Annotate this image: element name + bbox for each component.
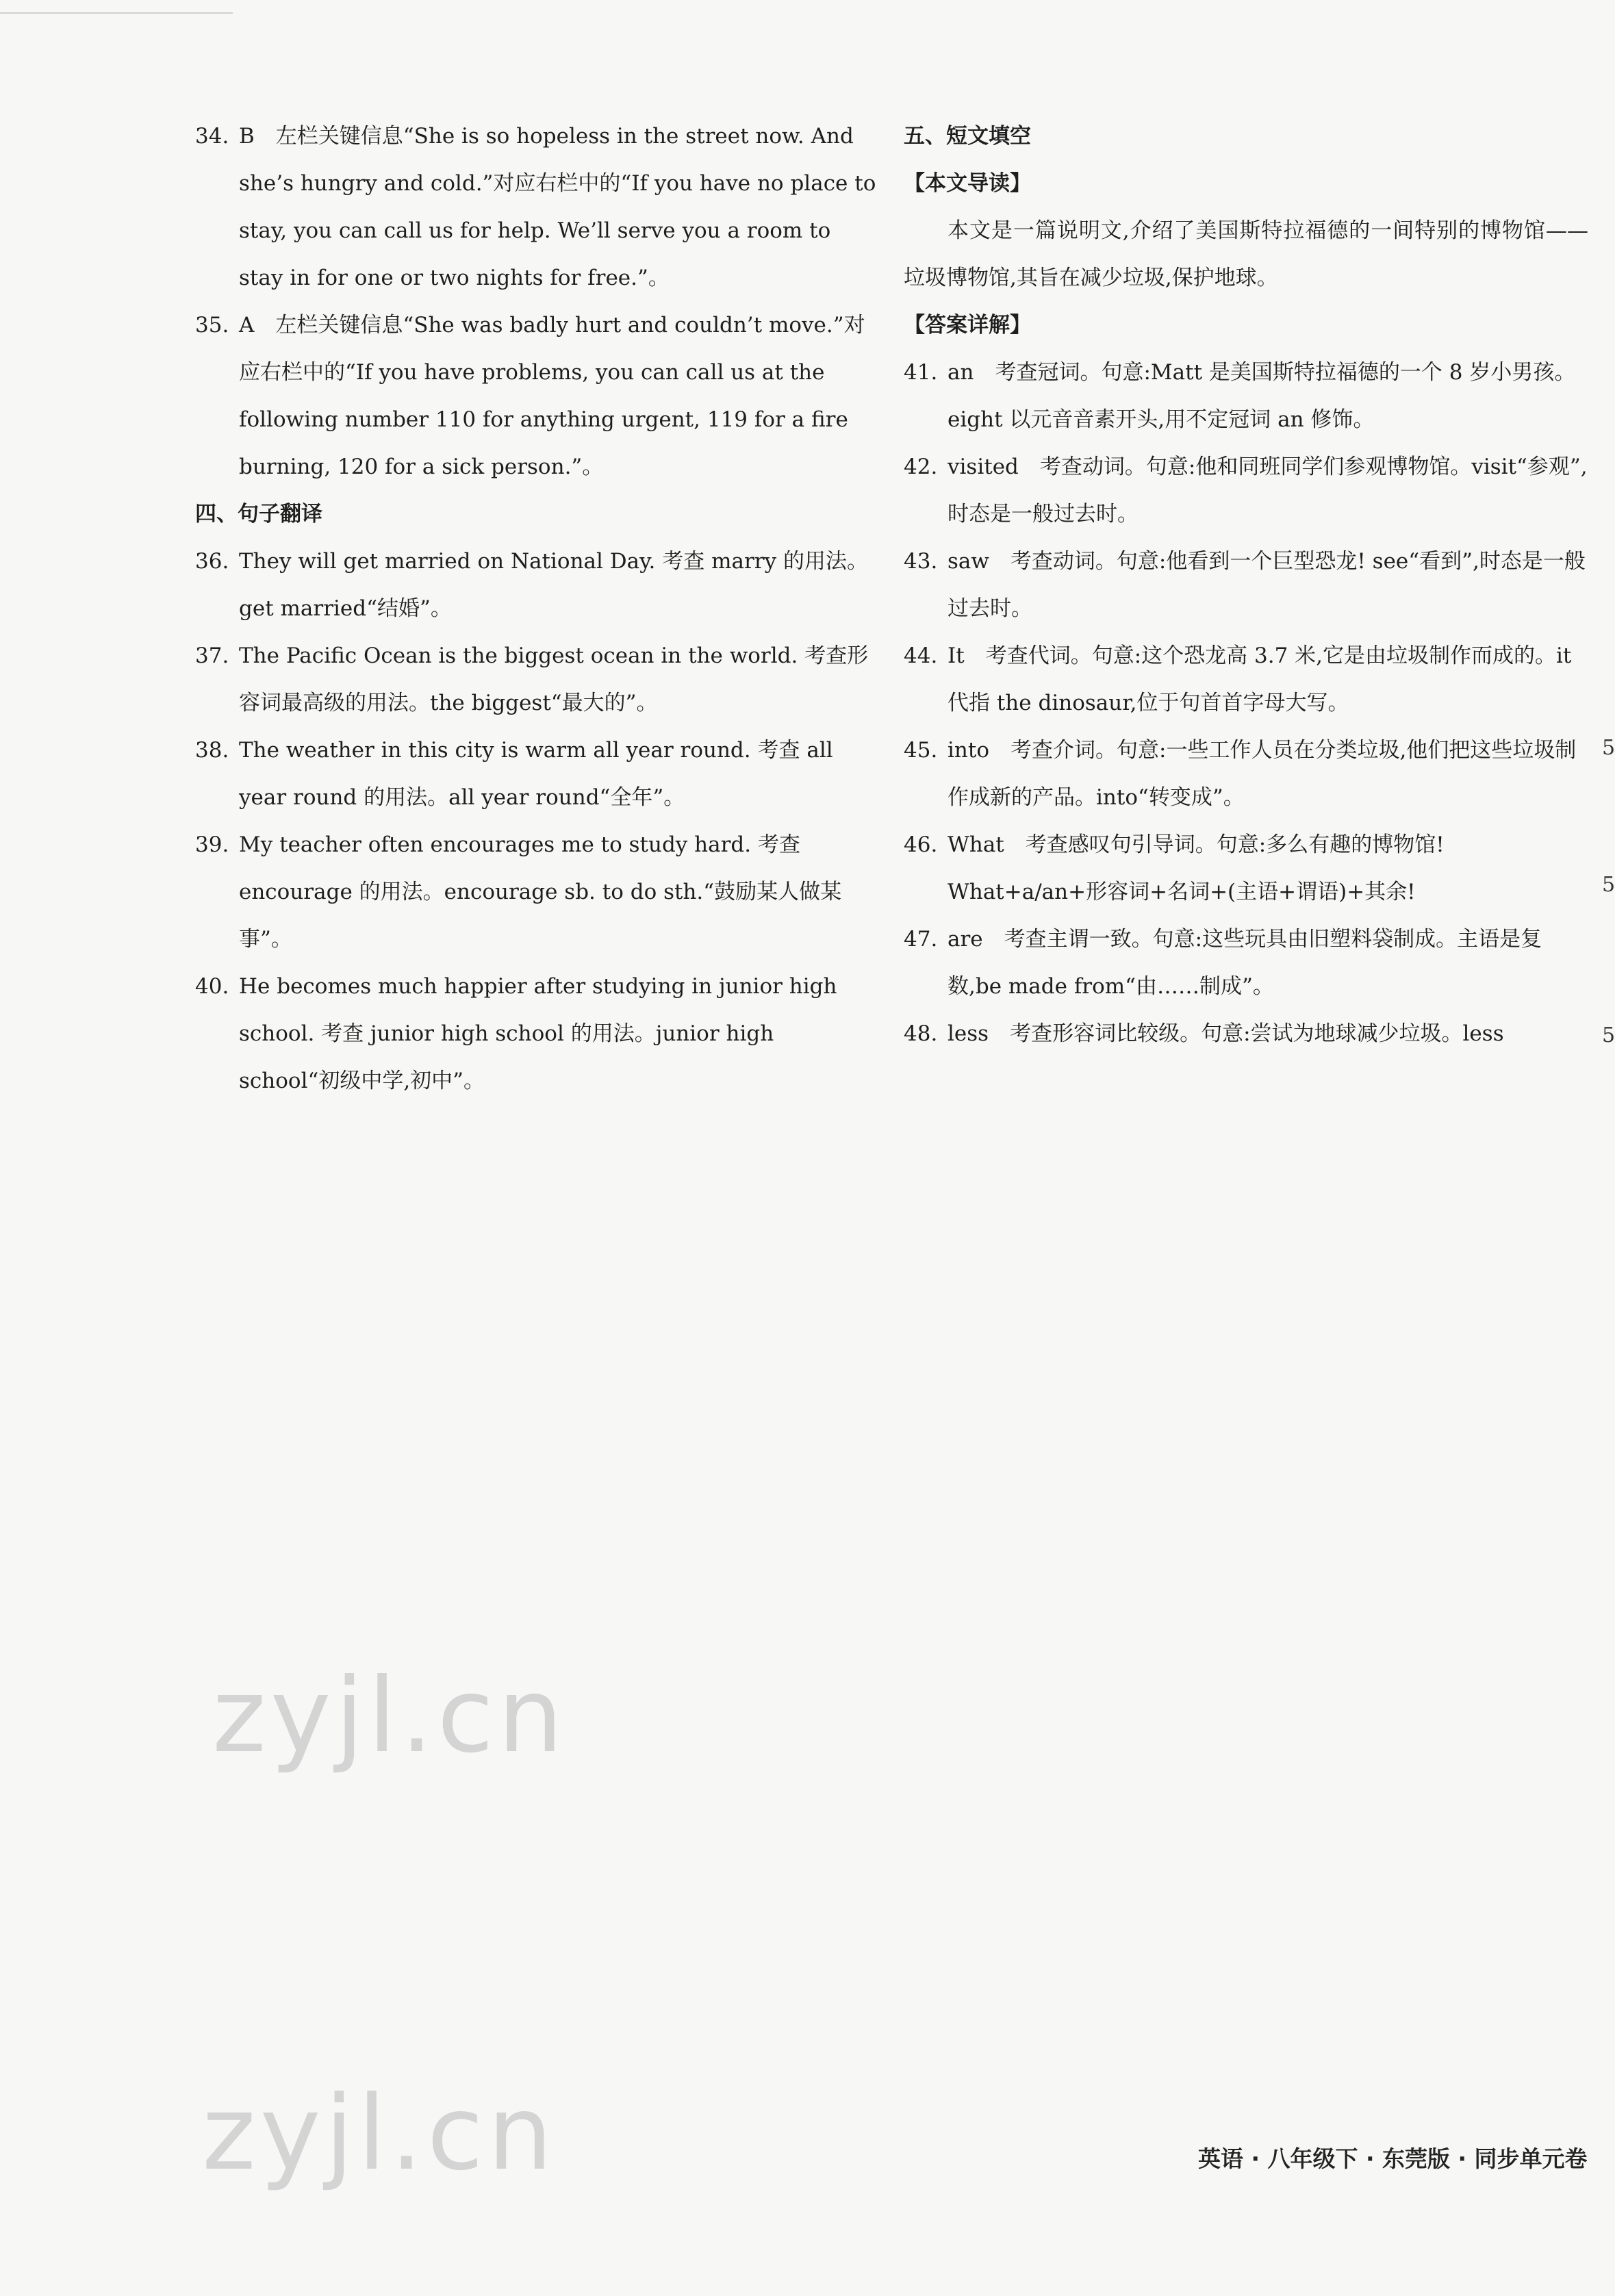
- answer-item: [195, 113, 880, 302]
- question-number: 44.: [904, 643, 938, 668]
- top-rule: [0, 12, 233, 14]
- answer-item: [904, 444, 1588, 538]
- question-number: 48.: [904, 1021, 938, 1046]
- answer-item: [195, 727, 880, 821]
- answer-text: saw 考查动词。句意:他看到一个巨型恐龙! see“看到”,时态是一般过去时。: [948, 549, 1586, 621]
- question-number: 41.: [904, 360, 938, 385]
- answer-text: He becomes much happier after studying in junior high school. 考查 junior high school 的用法。junior high school“初级中学,初中”。: [239, 974, 837, 1093]
- edge-mark: 5: [1602, 873, 1615, 897]
- left-column: [195, 113, 880, 1105]
- answer-text: into 考查介词。句意:一些工作人员在分类垃圾,他们把这些垃圾制作成新的产品。into“转变成”。: [948, 738, 1577, 810]
- question-number: 34.: [195, 124, 229, 149]
- answer-item: [904, 1010, 1588, 1058]
- answer-text: My teacher often encourages me to study hard. 考查 encourage 的用法。encourage sb. to do sth.“鼓励某人做某事”。: [239, 832, 842, 952]
- reading-guide-text: 本文是一篇说明文,介绍了美国斯特拉福德的一间特别的博物馆——垃圾博物馆,其旨在减少垃圾,保护地球。: [904, 218, 1588, 290]
- answer-text: are 考查主谓一致。句意:这些玩具由旧塑料袋制成。主语是复数,be made from“由……制成”。: [948, 927, 1542, 999]
- edge-mark: 5: [1602, 1023, 1615, 1047]
- answer-text: less 考查形容词比较级。句意:尝试为地球减少垃圾。less: [948, 1021, 1504, 1046]
- section-title: 五、短文填空: [904, 124, 1031, 149]
- answer-text: What 考查感叹句引导词。句意:多么有趣的博物馆! What+a/an+形容词+名词+(主语+谓语)+其余!: [948, 832, 1445, 904]
- question-number: 45.: [904, 738, 938, 763]
- question-number: 35.: [195, 313, 229, 337]
- question-number: 36.: [195, 549, 229, 574]
- answer-item: [195, 821, 880, 963]
- answer-item: [195, 302, 880, 491]
- question-number: 43.: [904, 549, 938, 574]
- answer-item: [195, 633, 880, 727]
- question-number: 40.: [195, 974, 229, 999]
- answer-item: [195, 538, 880, 633]
- answer-item: [904, 916, 1588, 1010]
- question-number: 38.: [195, 738, 229, 763]
- section-title: 【本文导读】: [904, 171, 1031, 196]
- answer-item: [904, 538, 1588, 633]
- answer-item: [195, 963, 880, 1105]
- answer-item: [904, 821, 1588, 916]
- question-number: 47.: [904, 927, 938, 952]
- answer-text: It 考查代词。句意:这个恐龙高 3.7 米,它是由垃圾制作而成的。it 代指 the dinosaur,位于句首首字母大写。: [948, 643, 1572, 715]
- section-title: 四、句子翻译: [195, 502, 322, 526]
- answer-text: visited 考查动词。句意:他和同班同学们参观博物馆。visit“参观”,时态是一般过去时。: [948, 455, 1588, 526]
- answer-item: [904, 633, 1588, 727]
- answer-text: B 左栏关键信息“She is so hopeless in the street now. And she’s hungry and cold.”对应右栏中的“If you have no place to stay, you can call us for help. We’ll serve you a room to stay in for one or two nights for free.”。: [239, 124, 876, 290]
- watermark: zyjl.cn: [212, 1657, 568, 1776]
- question-number: 42.: [904, 455, 938, 479]
- question-number: 39.: [195, 832, 229, 857]
- edge-mark: 5: [1602, 736, 1615, 760]
- right-column: [904, 113, 1588, 1058]
- question-number: 46.: [904, 832, 938, 857]
- answer-item: [904, 349, 1588, 444]
- question-number: 37.: [195, 643, 229, 668]
- answer-text: The weather in this city is warm all year round. 考查 all year round 的用法。all year round“全年”。: [239, 738, 833, 810]
- answer-item: [904, 727, 1588, 821]
- answer-text: A 左栏关键信息“She was badly hurt and couldn’t move.”对应右栏中的“If you have problems, you can call us at the following number 110 for anything urgent, 119 for a fire burning, 120 for a sick person.”。: [239, 313, 865, 479]
- section-title: 【答案详解】: [904, 313, 1031, 337]
- answer-text: an 考查冠词。句意:Matt 是美国斯特拉福德的一个 8 岁小男孩。eight 以元音音素开头,用不定冠词 an 修饰。: [948, 360, 1576, 432]
- page-footer: 英语 · 八年级下 · 东莞版 · 同步单元卷: [1198, 2145, 1588, 2172]
- answer-text: They will get married on National Day. 考查 marry 的用法。get married“结婚”。: [239, 549, 868, 621]
- watermark: zyjl.cn: [202, 2074, 557, 2193]
- answer-text: The Pacific Ocean is the biggest ocean in the world. 考查形容词最高级的用法。the biggest“最大的”。: [239, 643, 869, 715]
